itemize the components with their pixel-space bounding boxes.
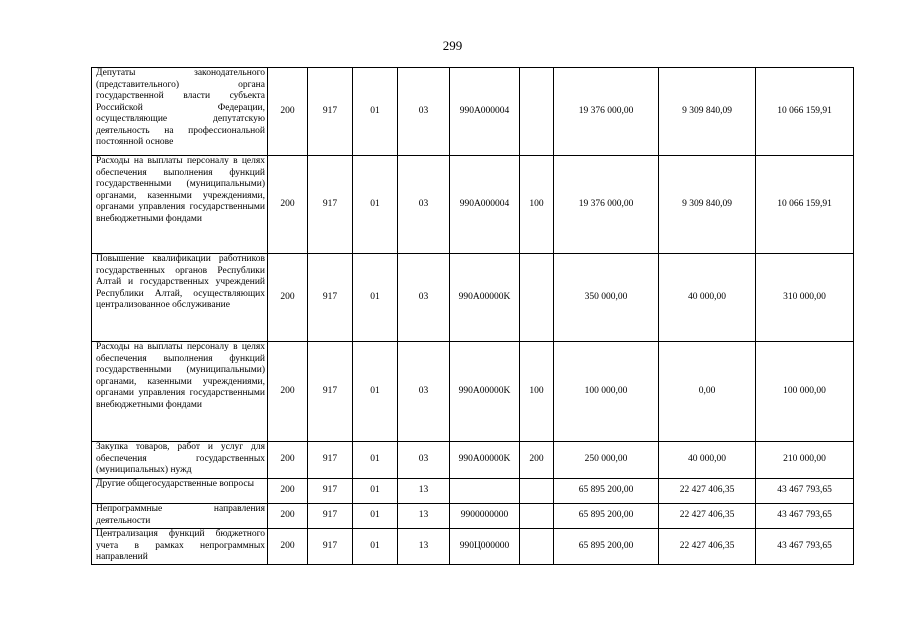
col-exec-cell: 0,00 [659,342,756,442]
col-exec-cell: 22 427 406,35 [659,479,756,504]
col-gr-cell: 200 [268,479,308,504]
row-name-cell: Депутаты законодательного (представительного) органа государственной власти субъекта Российской Федерации, осуществляющие депутатскую деятельность на профессиональной постоянной основе [92,68,268,156]
col-ved-cell: 917 [308,504,353,529]
table-row [92,529,854,565]
col-rz-cell: 01 [353,342,398,442]
col-csr-cell: 990Ц000000 [450,529,520,565]
col-remain-cell: 43 467 793,65 [756,529,854,565]
col-gr-cell: 200 [268,504,308,529]
col-ved-cell: 917 [308,68,353,156]
col-gr-cell: 200 [268,156,308,254]
table-row [92,156,854,254]
col-csr-cell: 990A000004 [450,156,520,254]
col-remain-cell: 43 467 793,65 [756,504,854,529]
col-gr-cell: 200 [268,342,308,442]
col-rz-cell: 01 [353,442,398,479]
col-ved-cell: 917 [308,254,353,342]
table-row [92,479,854,504]
col-csr-cell: 990A00000K [450,342,520,442]
col-pr-cell: 13 [398,504,450,529]
col-plan-cell: 350 000,00 [554,254,659,342]
col-rz-cell: 01 [353,529,398,565]
col-remain-cell: 10 066 159,91 [756,68,854,156]
row-name-cell: Повышение квалификации работников государственных органов Республики Алтай и государственных учреждений Республики Алтай, осуществляющих централизованное обслуживание [92,254,268,342]
row-name-cell: Централизация функций бюджетного учета в рамках непрограммных направлений [92,529,268,565]
col-remain-cell: 210 000,00 [756,442,854,479]
col-exec-cell: 22 427 406,35 [659,504,756,529]
col-vr-cell: 100 [520,342,554,442]
col-plan-cell: 19 376 000,00 [554,68,659,156]
col-csr-cell: 990A000004 [450,68,520,156]
col-exec-cell: 40 000,00 [659,254,756,342]
col-plan-cell: 100 000,00 [554,342,659,442]
col-csr-cell: 990A00000K [450,254,520,342]
col-gr-cell: 200 [268,442,308,479]
col-vr-cell: 100 [520,156,554,254]
table-row [92,504,854,529]
col-exec-cell: 9 309 840,09 [659,156,756,254]
col-plan-cell: 65 895 200,00 [554,504,659,529]
col-remain-cell: 43 467 793,65 [756,479,854,504]
col-plan-cell: 65 895 200,00 [554,479,659,504]
col-pr-cell: 13 [398,479,450,504]
col-vr-cell [520,254,554,342]
col-ved-cell: 917 [308,479,353,504]
col-exec-cell: 22 427 406,35 [659,529,756,565]
col-vr-cell: 200 [520,442,554,479]
col-remain-cell: 100 000,00 [756,342,854,442]
col-vr-cell [520,68,554,156]
row-name-cell: Расходы на выплаты персоналу в целях обеспечения выполнения функций государственными (муниципальными) органами, казенными учреждениями, органами управления государственными внебюджетными фондами [92,156,268,254]
col-plan-cell: 65 895 200,00 [554,529,659,565]
col-csr-cell [450,479,520,504]
col-exec-cell: 9 309 840,09 [659,68,756,156]
col-rz-cell: 01 [353,504,398,529]
col-vr-cell [520,479,554,504]
col-pr-cell: 03 [398,156,450,254]
col-ved-cell: 917 [308,156,353,254]
table-row [92,342,854,442]
col-pr-cell: 03 [398,342,450,442]
col-rz-cell: 01 [353,68,398,156]
col-csr-cell: 990A00000K [450,442,520,479]
row-name-cell: Расходы на выплаты персоналу в целях обеспечения выполнения функций государственными (муниципальными) органами, казенными учреждениями, органами управления государственными внебюджетными фондами [92,342,268,442]
row-name-cell: Другие общегосударственные вопросы [92,479,268,504]
col-rz-cell: 01 [353,156,398,254]
col-remain-cell: 310 000,00 [756,254,854,342]
col-plan-cell: 19 376 000,00 [554,156,659,254]
col-ved-cell: 917 [308,529,353,565]
col-exec-cell: 40 000,00 [659,442,756,479]
budget-table [91,67,854,565]
col-pr-cell: 03 [398,254,450,342]
col-pr-cell: 03 [398,442,450,479]
table-row [92,68,854,156]
table-row [92,254,854,342]
col-gr-cell: 200 [268,529,308,565]
col-rz-cell: 01 [353,254,398,342]
col-vr-cell [520,504,554,529]
col-ved-cell: 917 [308,342,353,442]
col-ved-cell: 917 [308,442,353,479]
col-gr-cell: 200 [268,254,308,342]
col-plan-cell: 250 000,00 [554,442,659,479]
col-pr-cell: 03 [398,68,450,156]
col-rz-cell: 01 [353,479,398,504]
row-name-cell: Закупка товаров, работ и услуг для обеспечения государственных (муниципальных) нужд [92,442,268,479]
col-csr-cell: 9900000000 [450,504,520,529]
table-row [92,442,854,479]
col-gr-cell: 200 [268,68,308,156]
row-name-cell: Непрограммные направления деятельности [92,504,268,529]
col-vr-cell [520,529,554,565]
col-remain-cell: 10 066 159,91 [756,156,854,254]
col-pr-cell: 13 [398,529,450,565]
page-number: 299 [442,38,463,53]
